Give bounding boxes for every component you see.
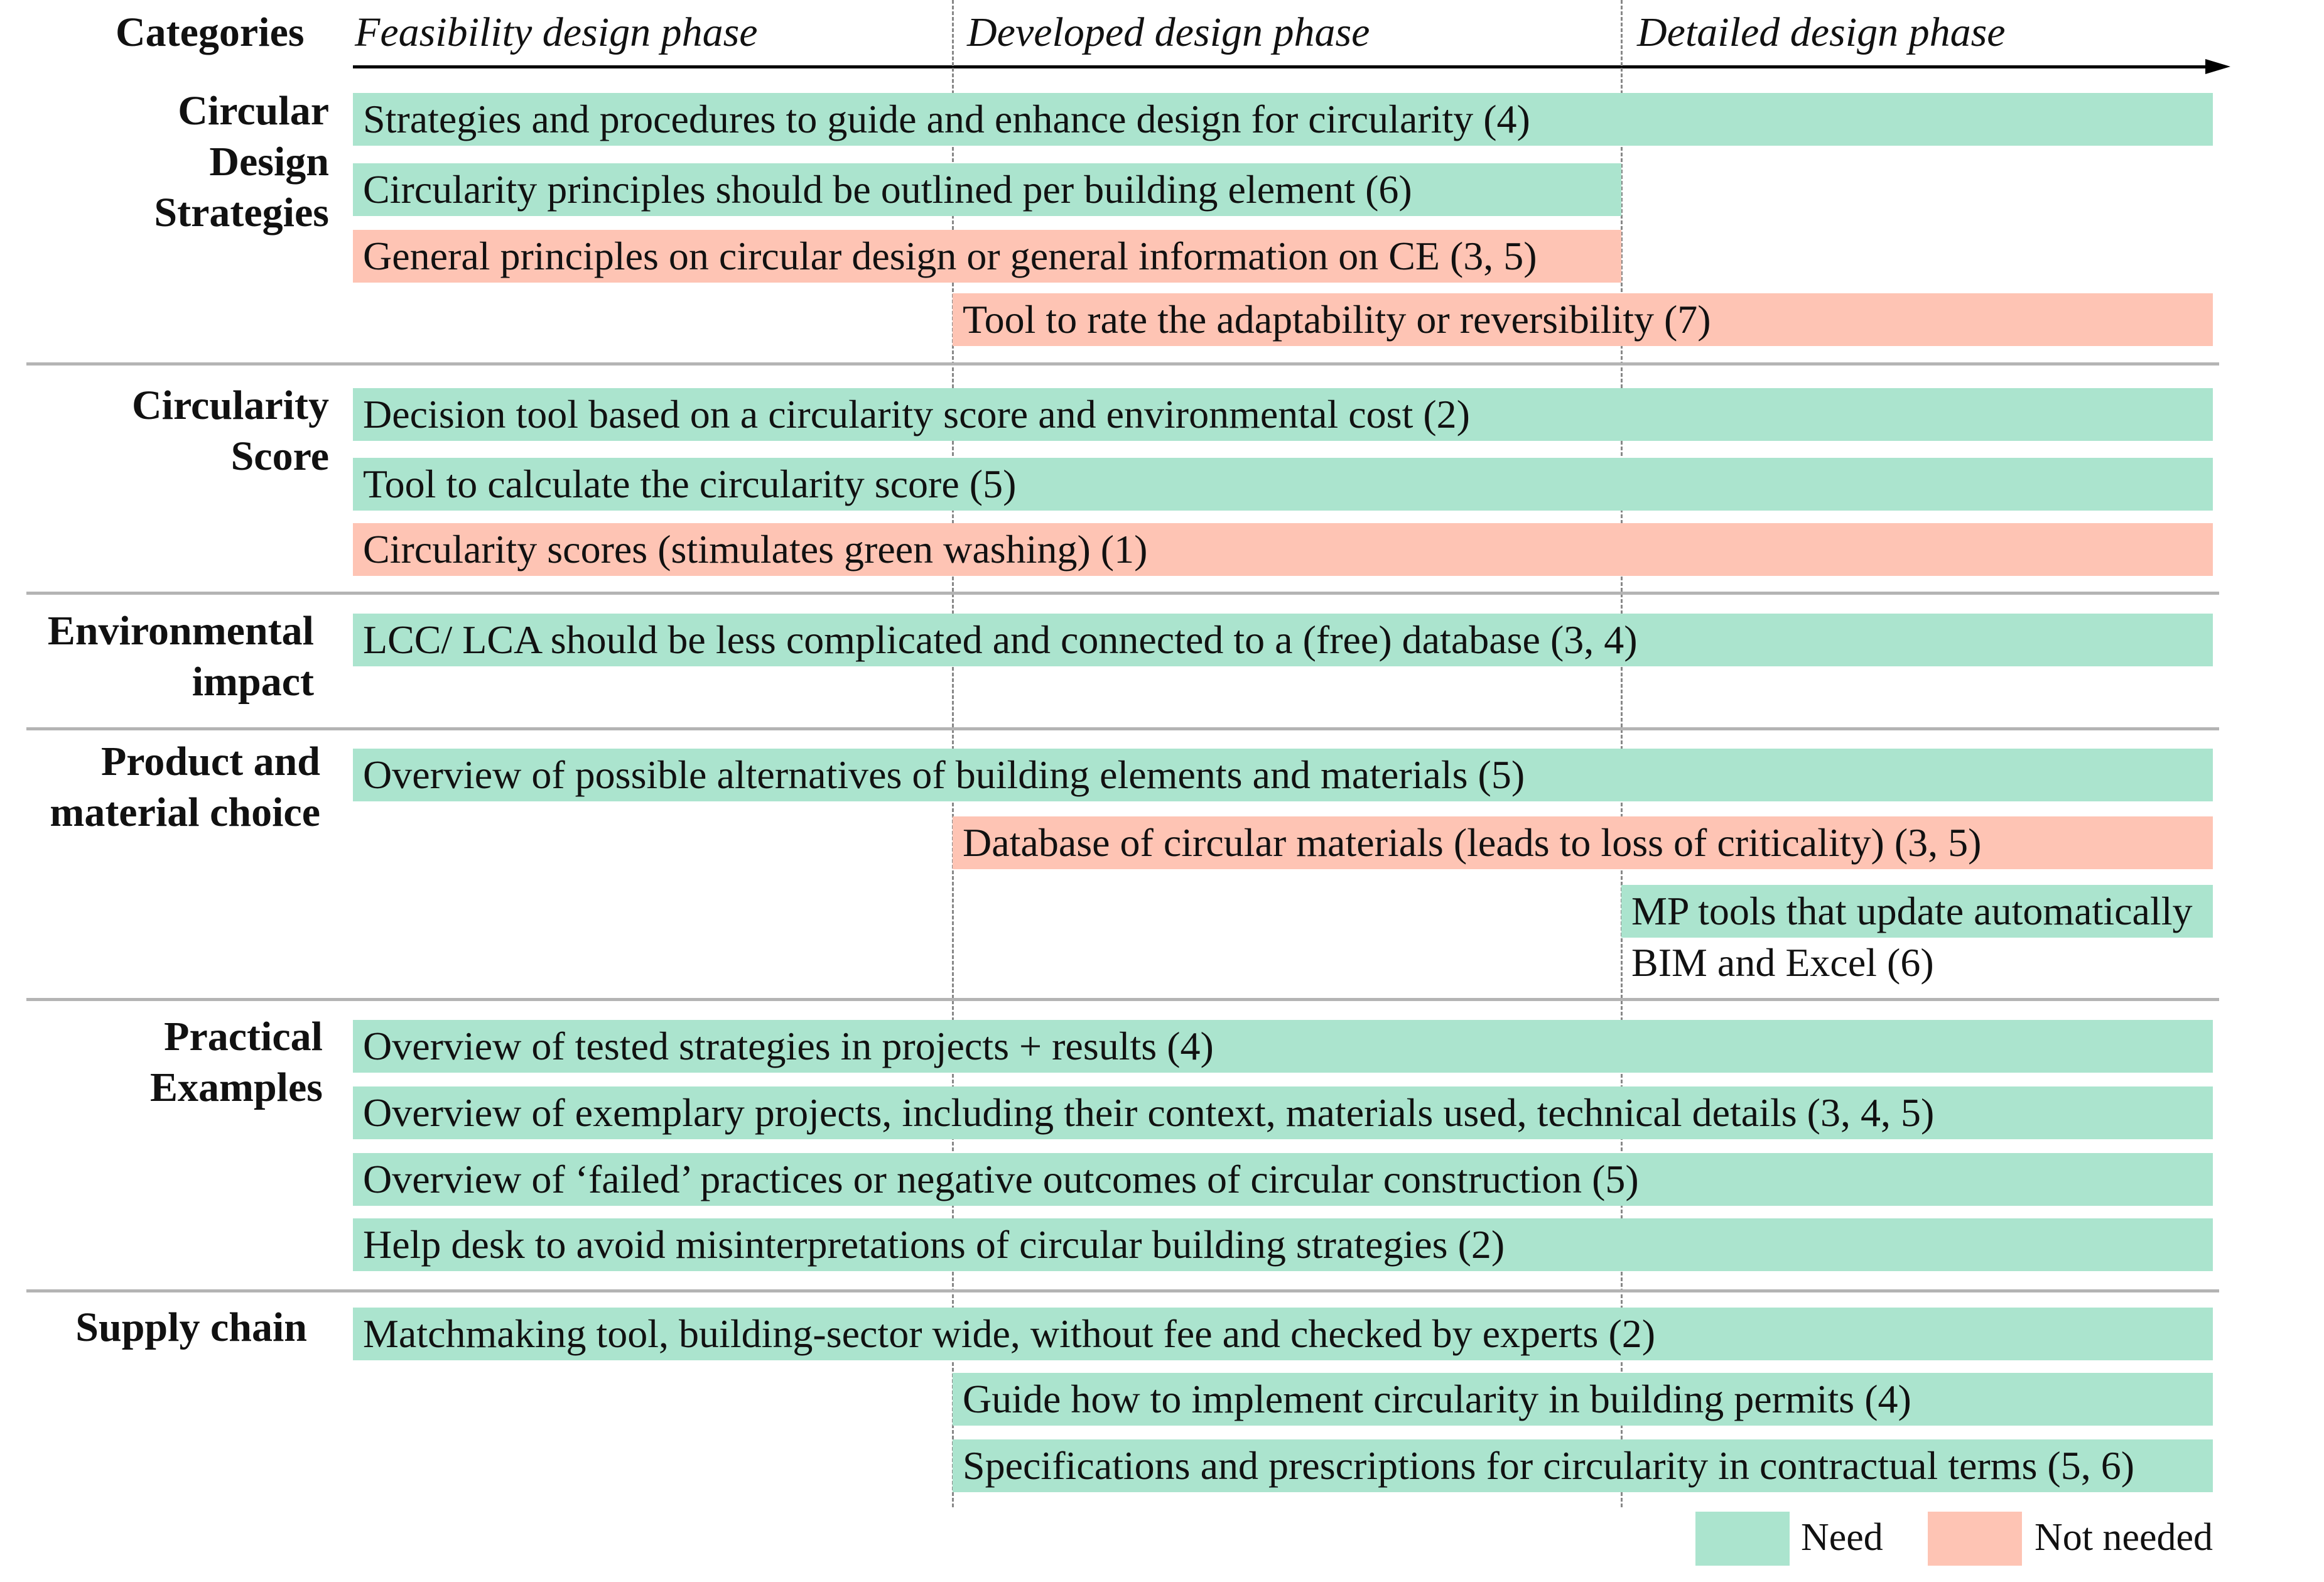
item-label: Tool to calculate the circularity score (5): [363, 462, 1017, 506]
item-label: Matchmaking tool, building-sector wide, without fee and checked by experts (2): [363, 1311, 1656, 1356]
category-separator: [26, 998, 2219, 1001]
item-label: Decision tool based on a circularity score and environmental cost (2): [363, 392, 1470, 436]
phase-feasibility-label: Feasibility design phase: [355, 9, 758, 55]
category-label-line: Strategies: [154, 190, 329, 236]
item-label: Overview of exemplary projects, including their context, materials used, technical details (3, 4, 5): [363, 1090, 1935, 1135]
item-label: Overview of tested strategies in projects + results (4): [363, 1024, 1214, 1068]
item-label-continued: BIM and Excel (6): [1631, 940, 1934, 985]
category-label: [132, 380, 329, 482]
category-separator: [26, 727, 2219, 730]
item-label: Database of circular materials (leads to loss of criticality) (3, 5): [963, 820, 1982, 865]
item-label: MP tools that update automatically: [1631, 889, 2193, 933]
category-label: [150, 1011, 323, 1113]
legend-swatch-need: [1695, 1512, 1790, 1566]
phase-developed-label: Developed design phase: [967, 9, 1370, 55]
category-label-line: Score: [230, 433, 329, 479]
timeline-axis: [353, 65, 2212, 68]
legend-swatch-not-needed: [1928, 1512, 2022, 1566]
item-label: Overview of possible alternatives of building elements and materials (5): [363, 752, 1525, 797]
item-label: Help desk to avoid misinterpretations of circular building strategies (2): [363, 1222, 1505, 1267]
item-label: Guide how to implement circularity in building permits (4): [963, 1377, 1911, 1421]
category-label-line: Supply chain: [75, 1304, 307, 1350]
category-label-line: Environmental: [47, 608, 314, 654]
category-label-line: Examples: [149, 1065, 323, 1110]
category-label-line: Circular: [178, 88, 329, 134]
timeline-arrow-icon: [2205, 59, 2230, 74]
item-label: LCC/ LCA should be less complicated and connected to a (free) database (3, 4): [363, 617, 1638, 662]
category-separator: [26, 592, 2219, 595]
item-label: Tool to rate the adaptability or reversibility (7): [963, 297, 1711, 342]
category-label-line: impact: [192, 659, 314, 705]
category-label-line: Practical: [164, 1014, 323, 1059]
item-label: Circularity scores (stimulates green washing) (1): [363, 527, 1148, 572]
category-label-line: Circularity: [131, 382, 329, 428]
item-label: General principles on circular design or general information on CE (3, 5): [363, 234, 1537, 278]
category-label: [154, 85, 329, 238]
category-label-line: Design: [209, 139, 329, 185]
item-label: Specifications and prescriptions for circularity in contractual terms (5, 6): [963, 1443, 2135, 1488]
category-label: [50, 736, 320, 838]
category-separator: [26, 1289, 2219, 1292]
legend-label: Need: [1801, 1516, 1883, 1559]
phase-detailed-label: Detailed design phase: [1637, 9, 2006, 55]
item-label: Circularity principles should be outlined per building element (6): [363, 167, 1412, 212]
category-separator: [26, 362, 2219, 366]
category-label-line: material choice: [50, 789, 320, 835]
item-label: Overview of ‘failed’ practices or negative outcomes of circular construction (5): [363, 1157, 1639, 1201]
category-label-line: Product and: [100, 739, 320, 784]
category-label: [48, 605, 314, 707]
legend-label: Not needed: [2035, 1516, 2213, 1559]
category-label: [75, 1302, 307, 1353]
item-label: Strategies and procedures to guide and enhance design for circularity (4): [363, 97, 1530, 141]
categories-header: Categories: [116, 9, 305, 55]
